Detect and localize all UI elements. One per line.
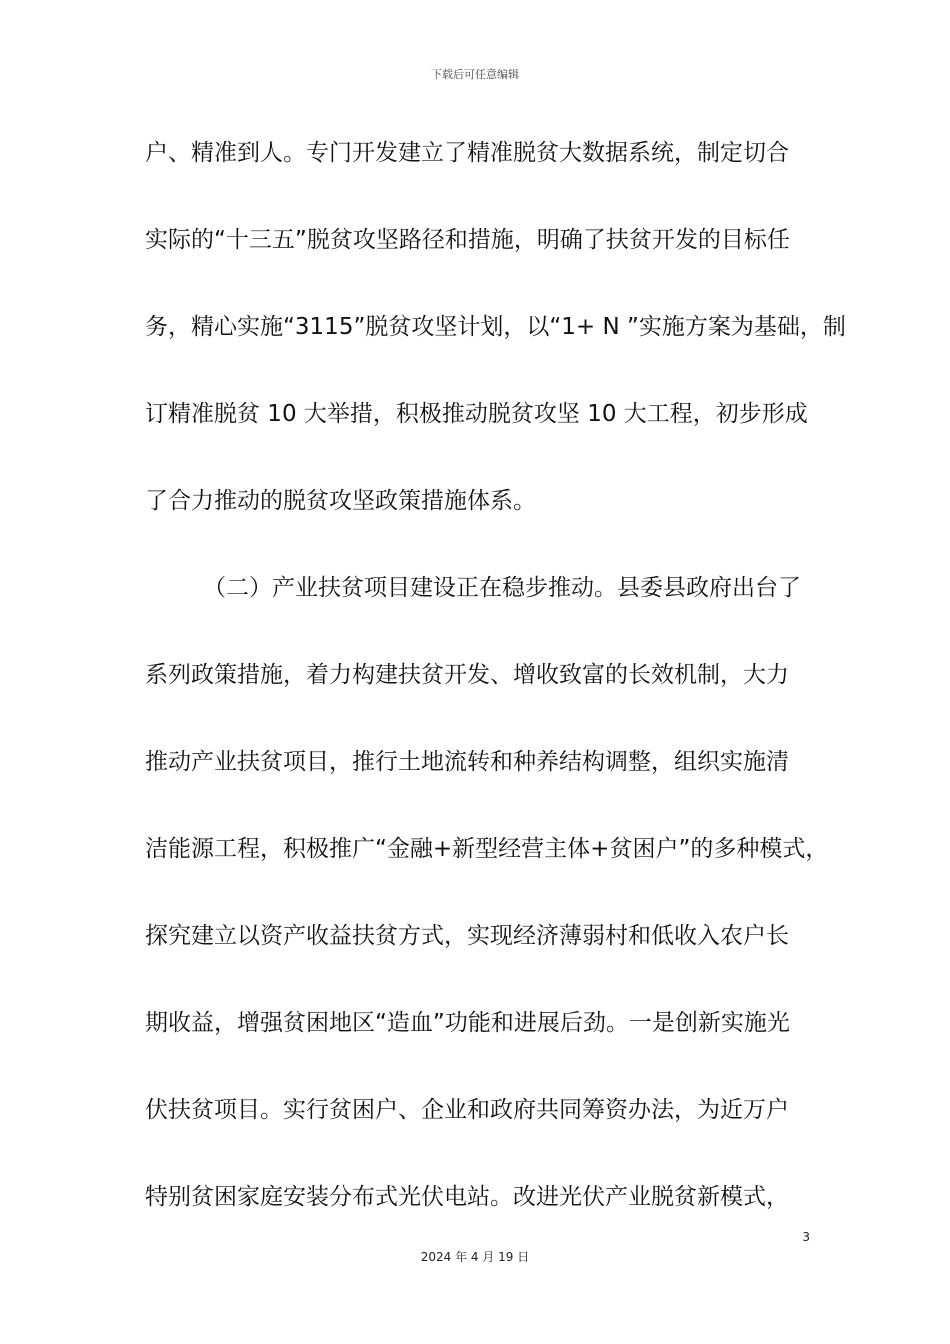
page-number: 3 xyxy=(802,1230,810,1244)
text-line: 伏扶贫项目。实行贫困户、企业和政府共同筹资办法，为近万户 xyxy=(145,1097,789,1123)
text-line: 实际的“十三五”脱贫攻坚路径和措施，明确了扶贫开发的目标任 xyxy=(145,227,790,253)
paragraph-start-line: （二）产业扶贫项目建设正在稳步推动。县委县政府出台了 xyxy=(203,575,801,601)
text-line: 推动产业扶贫项目，推行土地流转和种养结构调整，组织实施清 xyxy=(145,749,789,775)
text-line: 系列政策措施，着力构建扶贫开发、增收致富的长效机制，大力 xyxy=(145,662,789,688)
text-line: 订精准脱贫 10 大举措，积极推动脱贫攻坚 10 大工程，初步形成 xyxy=(145,401,808,427)
text-line: 了合力推动的脱贫攻坚政策措施体系。 xyxy=(145,488,536,514)
text-line: 务，精心实施“3115”脱贫攻坚计划，以“1+ N ”实施方案为基础，制 xyxy=(145,314,846,340)
text-line: 洁能源工程，积极推广“金融+新型经营主体+贫困户”的多种模式， xyxy=(145,836,829,862)
text-line: 户、精准到人。专门开发建立了精准脱贫大数据系统，制定切合 xyxy=(145,140,789,166)
footer-date: 2024 年 4 月 19 日 xyxy=(420,1250,530,1264)
page-header: 下载后可任意编辑 xyxy=(431,68,519,81)
text-line: 探究建立以资产收益扶贫方式，实现经济薄弱村和低收入农户长 xyxy=(145,923,789,949)
text-line: 期收益，增强贫困地区“造血”功能和进展后劲。一是创新实施光 xyxy=(145,1010,790,1036)
document-body xyxy=(145,128,846,1259)
text-line: 特别贫困家庭安装分布式光伏电站。改进光伏产业脱贫新模式， xyxy=(145,1184,789,1210)
